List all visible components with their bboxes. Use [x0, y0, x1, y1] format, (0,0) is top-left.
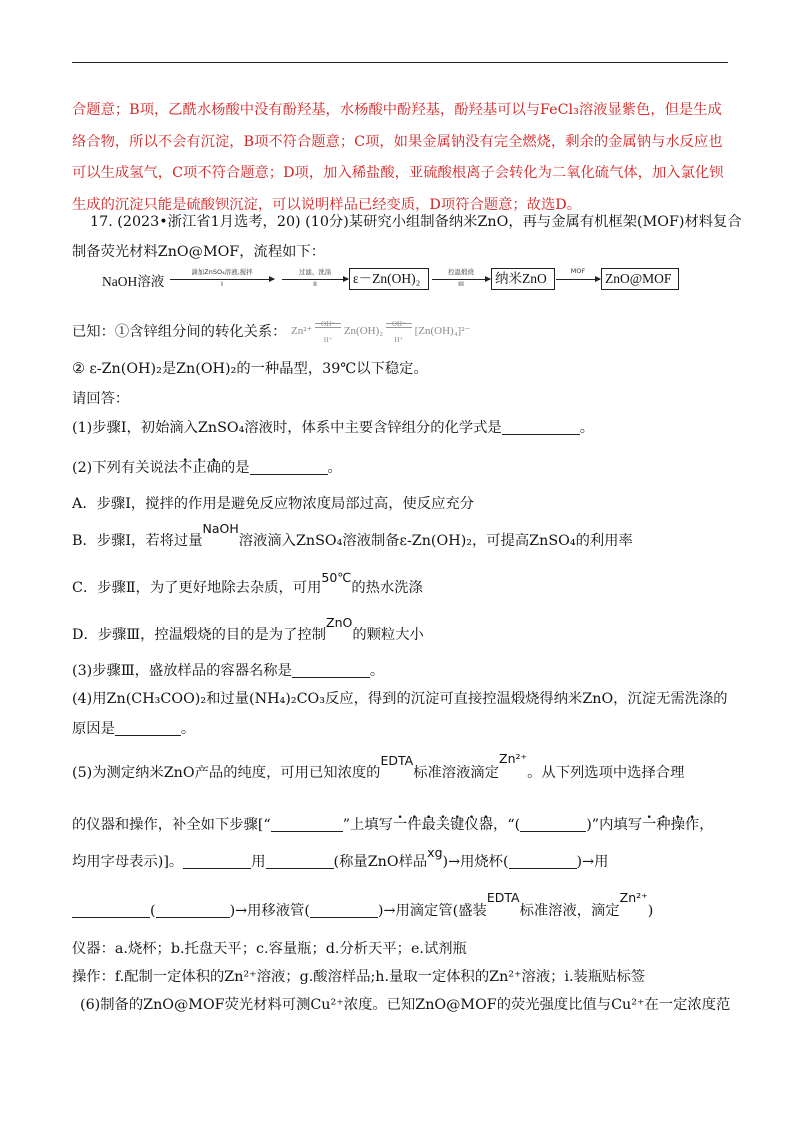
option-b-reagent: NaOH: [202, 521, 239, 536]
flow-box-nano-zno: 纳米ZnO: [491, 268, 555, 290]
instruments-list: 仪器：a.烧杯；b.托盘天平；c.容量瓶；d.分析天平；e.试剂瓶: [72, 941, 467, 957]
flow-step-3: III: [458, 280, 464, 288]
emphasis-char: 关: [435, 817, 451, 833]
known-2: ② ε-Zn(OH)₂是Zn(OH)₂的一种晶型，39℃以下稳定。: [72, 361, 428, 377]
emphasis-char: 仪: [464, 817, 479, 833]
q3: (3)步骤Ⅲ，盛放样品的容器名称是 。: [72, 663, 385, 679]
q4-answer-blank[interactable]: [115, 721, 181, 736]
flow-arrow-1-label: 滴加ZnSO₄溶液,搅拌: [191, 268, 253, 276]
q17-stem-line2: 制备荧光材料ZnO@MOF，流程如下：: [72, 244, 326, 260]
flow-arrow-4: [556, 267, 600, 280]
q1-answer-blank[interactable]: [502, 420, 580, 435]
flow-arrow-3: [432, 268, 490, 288]
q4-line1: (4)用Zn(CH₃COO)₂和过量(NH₄)₂CO₃反应，得到的沉淀可直接控温煅烧得纳米ZnO，沉淀无需洗涤的: [72, 691, 728, 707]
option-c-temp: 50℃: [321, 570, 352, 585]
q5-blank-op-2[interactable]: [156, 903, 230, 918]
option-b: B．步骤Ⅰ，若将过量NaOH溶液滴入ZnSO₄溶液制备ε-Zn(OH)₂，可提高ZnSO₄的利用率: [72, 521, 633, 549]
equilibrium-arrow-2: $\frac{OH^-}{H^+}$: [386, 318, 412, 336]
q5-emphasis-1: [393, 817, 493, 833]
q5-blank-hint-1: [271, 817, 343, 832]
known-1: 已知：①含锌组分间的转化关系： Zn²⁺ $\frac{OH^-}{H^+}$ Zn(OH)₂ $\frac{OH^-}{H^+}$ [Zn(OH)₄]²⁻: [72, 320, 471, 344]
option-c: C．步骤Ⅱ，为了更好地除去杂质，可用50℃的热水洗涤: [72, 570, 423, 596]
q5-line3: 均用字母表示)]。 用 (称量ZnO样品xg)→用烧杯( )→用: [72, 845, 609, 870]
emphasis-char: 不: [178, 460, 193, 476]
q3-answer-blank[interactable]: [292, 663, 370, 678]
emphasis-char: 键: [450, 817, 465, 833]
process-flow-diagram: [102, 268, 702, 292]
flow-box-zno-mof: ZnO@MOF: [601, 268, 679, 290]
flow-start: NaOH溶液: [102, 274, 165, 289]
header-rule: [72, 62, 728, 63]
q5-line1: (5)为测定纳米ZnO产品的纯度，可用已知浓度的EDTA标准溶液滴定Zn²⁺。从下列选项中选择合理: [72, 751, 685, 781]
flow-step-1: I: [221, 280, 223, 288]
emphasis-char: 一: [392, 817, 408, 833]
q2-answer-blank[interactable]: [250, 460, 328, 475]
q5-blank-instrument-1[interactable]: [183, 854, 251, 869]
please-answer: 请回答：: [72, 391, 130, 407]
q5-line2: 的仪器和操作，补全如下步骤[“ ”上填写一件最关键仪器，“( )”内填写一种操作，: [72, 817, 714, 833]
emphasis-char: 正: [192, 460, 207, 476]
flow-arrow-4-label: MOF: [570, 267, 586, 275]
q5-blank-hint-2: [520, 817, 586, 832]
answer-explanation: 合题意；B项，乙酰水杨酸中没有酚羟基，水杨酸中酚羟基，酚羟基可以与FeCl₃溶液显紫色，但是生成络合物，所以不会有沉淀，B项不符合题意；C项，如果金属钠没有完全燃烧，剩余的金属钠与水反应也可以生成氢气，C项不符合题意；D项，加入稀盐酸，亚硫酸根离子会转化为二氧化硫气体，加入氯化钡生成的沉淀只能是硫酸钡沉淀，可以说明样品已经变质，D项符合题意；故选D。: [72, 102, 724, 213]
flow-arrow-1: [170, 268, 274, 288]
q1: (1)步骤Ⅰ，初始滴入ZnSO₄溶液时，体系中主要含锌组分的化学式是 。: [72, 420, 595, 436]
q2-emphasis: [178, 460, 221, 476]
equilibrium-arrow-1: $\frac{OH^-}{H^+}$: [315, 318, 341, 336]
emphasis-char: 作: [684, 817, 700, 833]
q5-blank-instrument-3[interactable]: [72, 903, 150, 918]
q5-blank-op-3[interactable]: [310, 903, 378, 918]
q5-blank-op-1[interactable]: [509, 854, 577, 869]
flow-arrow-3-label: 控温煅烧: [448, 268, 474, 276]
q2: (2)下列有关说法不正确的是 。: [72, 460, 342, 476]
q17-stem-line1: 17. (2023•浙江省1月选考，20) (10分)某研究小组制备纳米ZnO，再与金属有机框架(MOF)材料复合: [90, 214, 742, 230]
option-a: A．步骤Ⅰ，搅拌的作用是避免反应物浓度局部过高，使反应充分: [72, 496, 474, 512]
flow-step-2: II: [313, 280, 317, 288]
q5-line4: ( )→用移液管( )→用滴定管(盛装EDTA标准溶液，滴定Zn²⁺): [72, 901, 653, 921]
flow-arrow-2: [282, 268, 348, 288]
flow-arrow-2-label: 过滤、洗涤: [298, 268, 332, 276]
q5-emphasis-2: [642, 817, 699, 833]
emphasis-char: 种: [656, 817, 671, 833]
flow-box-zn-oh2: ε－Zn(OH)₂: [349, 268, 429, 290]
emphasis-char: 一: [642, 817, 657, 833]
emphasis-char: 操: [670, 817, 685, 833]
operations-list: 操作：f.配制一定体积的Zn²⁺溶液；g.酸溶样品;h.量取一定体积的Zn²⁺溶液；i.装瓶贴标签: [72, 969, 646, 985]
q6: (6)制备的ZnO@MOF荧光材料可测Cu²⁺浓度。已知ZnO@MOF的荧光强度比值与Cu²⁺在一定浓度范: [80, 997, 731, 1013]
emphasis-char: 确: [206, 460, 221, 476]
option-d: D．步骤Ⅲ，控温煅烧的目的是为了控制ZnO的颗粒大小: [72, 615, 424, 643]
emphasis-char: 器: [478, 817, 494, 833]
option-d-zno: ZnO: [326, 615, 353, 630]
emphasis-char: 最: [421, 817, 436, 833]
q5-blank-instrument-2[interactable]: [266, 854, 334, 869]
zinc-conversion-equation: Zn²⁺ $\frac{OH^-}{H^+}$ Zn(OH)₂ $\frac{OH^-}{H^+}$ [Zn(OH)₄]²⁻: [291, 320, 471, 344]
q4-line2: 原因是 。: [72, 721, 196, 737]
emphasis-char: 件: [407, 817, 422, 833]
